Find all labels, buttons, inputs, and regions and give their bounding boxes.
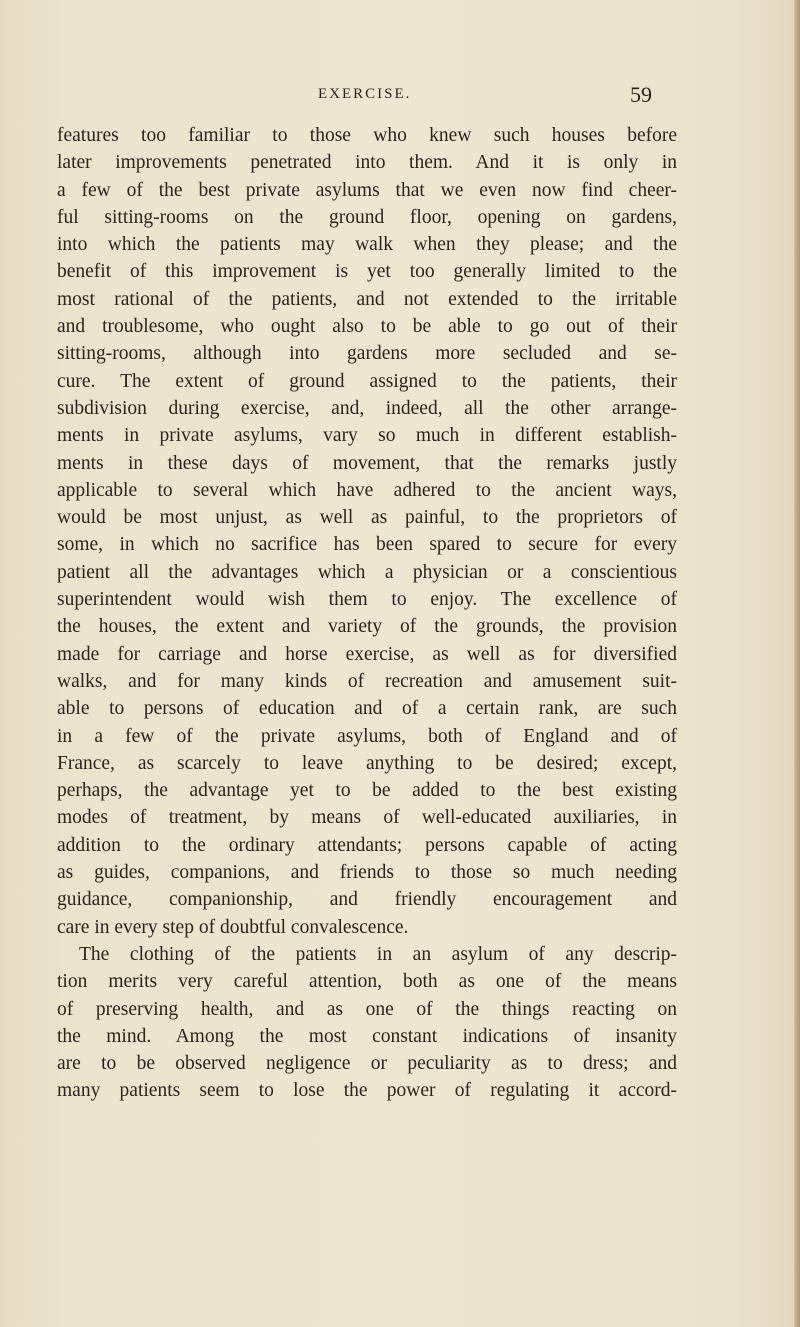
page-number: 59	[630, 82, 652, 107]
text-line: ments in private asylums, vary so much in different establish-	[57, 425, 677, 447]
text-line: able to persons of education and of a certain rank, are such	[57, 698, 677, 720]
text-line: modes of treatment, by means of well-educated auxiliaries, in	[57, 807, 677, 829]
text-line: later improvements penetrated into them. And it is only in	[57, 152, 677, 174]
text-line: ments in these days of movement, that the remarks justly	[57, 452, 677, 474]
text-line: made for carriage and horse exercise, as well as for diversified	[57, 643, 677, 665]
text-line: are to be observed negligence or peculiarity as to dress; and	[57, 1053, 677, 1075]
text-line: a few of the best private asylums that we even now find cheer-	[57, 179, 677, 201]
text-line: some, in which no sacrifice has been spared to secure for every	[57, 534, 677, 556]
text-line: many patients seem to lose the power of regulating it accord-	[57, 1080, 677, 1102]
text-line: cure. The extent of ground assigned to the patients, their	[57, 370, 677, 392]
page-header	[0, 82, 800, 106]
text-line: and troublesome, who ought also to be able to go out of their	[57, 316, 677, 338]
text-line: ful sitting-rooms on the ground floor, opening on gardens,	[57, 206, 677, 228]
text-line: sitting-rooms, although into gardens more secluded and se-	[57, 343, 677, 365]
text-line: subdivision during exercise, and, indeed, all the other arrange-	[57, 397, 677, 419]
body-text	[57, 122, 677, 1105]
text-line: guidance, companionship, and friendly encouragement and	[57, 889, 677, 911]
text-line: France, as scarcely to leave anything to be desired; except,	[57, 752, 677, 774]
running-head: EXERCISE.	[318, 86, 412, 102]
text-line: into which the patients may walk when they please; and the	[57, 234, 677, 256]
page-edge	[794, 0, 800, 1327]
text-line: addition to the ordinary attendants; persons capable of acting	[57, 834, 677, 856]
paragraph-end-line: care in every step of doubtful convalescence.	[57, 916, 409, 938]
text-line: tion merits very careful attention, both as one of the means	[57, 971, 677, 993]
text-line: as guides, companions, and friends to those so much needing	[57, 862, 677, 884]
text-line: walks, and for many kinds of recreation and amusement suit-	[57, 670, 677, 692]
text-line: benefit of this improvement is yet too generally limited to the	[57, 261, 677, 283]
paragraph-start-line: The clothing of the patients in an asylum of any descrip-	[79, 943, 677, 965]
text-line: of preserving health, and as one of the things reacting on	[57, 998, 677, 1020]
text-line: patient all the advantages which a physician or a conscientious	[57, 561, 677, 583]
text-line: most rational of the patients, and not extended to the irritable	[57, 288, 677, 310]
text-line: features too familiar to those who knew such houses before	[57, 125, 677, 146]
text-line: would be most unjust, as well as painful, to the proprietors of	[57, 507, 677, 529]
text-line: the mind. Among the most constant indications of insanity	[57, 1025, 677, 1047]
text-line: applicable to several which have adhered to the ancient ways,	[57, 479, 677, 501]
text-line: the houses, the extent and variety of the grounds, the provision	[57, 616, 677, 638]
text-line: in a few of the private asylums, both of England and of	[57, 725, 677, 747]
text-line: superintendent would wish them to enjoy. The excellence of	[57, 589, 677, 611]
text-line: perhaps, the advantage yet to be added to the best existing	[57, 780, 677, 802]
